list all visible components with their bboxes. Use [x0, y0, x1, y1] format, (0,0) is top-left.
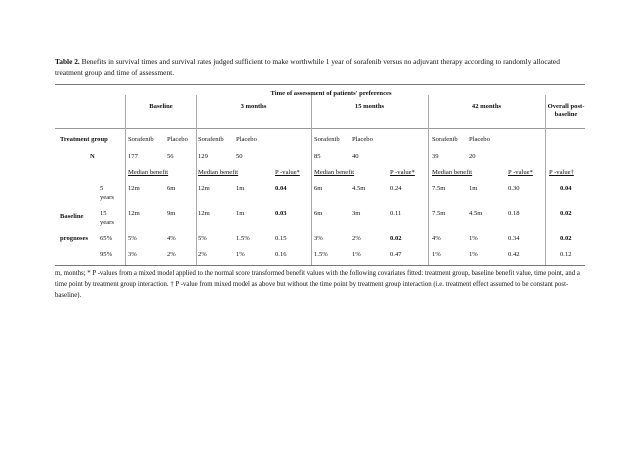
p-value-header: P -value*	[508, 169, 533, 176]
row-label: Baseline	[60, 213, 84, 220]
median-benefit-cell: 5%	[198, 235, 207, 242]
p-value-cell: 0.11	[390, 210, 402, 217]
median-benefit-header: Median benefit	[432, 169, 473, 176]
n-label: N	[90, 153, 95, 160]
median-benefit-cell: 6m	[314, 185, 323, 192]
n-value: 56	[167, 153, 174, 160]
median-benefit-cell: 1.5%	[236, 235, 250, 242]
median-benefit-cell: 2%	[198, 251, 207, 258]
median-benefit-cell: 7.5m	[432, 185, 446, 192]
treatment-sorafenib: Sorafenib	[198, 136, 224, 143]
table-label: Table 2.	[55, 57, 80, 66]
median-benefit-cell: 3%	[128, 251, 137, 258]
p-value-cell: 0.03	[275, 210, 287, 217]
treatment-sorafenib: Sorafenib	[128, 136, 154, 143]
median-benefit-cell: 7.5m	[432, 210, 446, 217]
treatment-placebo: Placebo	[236, 136, 257, 143]
median-benefit-cell: 4.5m	[352, 185, 366, 192]
table-caption	[55, 56, 585, 78]
n-value: 50	[236, 153, 243, 160]
col-divider	[428, 95, 429, 265]
table-footnote: m, months; * P -values from a mixed model applied to the normal score transformed benefit values with the following covariates fitted: treatment group, baseline benefit value, time point, and a time point by treatment group interaction. † P -value from mixed model as above but without the time point by treatment group interaction (i.e. treatment effect assumed to be constant post-baseline).	[55, 270, 580, 299]
median-benefit-cell: 1%	[432, 251, 441, 258]
median-benefit-cell: 1m	[236, 185, 245, 192]
treatment-placebo: Placebo	[167, 136, 188, 143]
treatment-sorafenib: Sorafenib	[314, 136, 340, 143]
median-benefit-cell: 1%	[469, 235, 478, 242]
n-value: 20	[469, 153, 476, 160]
median-benefit-cell: 9m	[167, 210, 176, 217]
p-value-cell: 0.42	[508, 251, 520, 258]
p-value-cell: 0.04	[275, 185, 287, 192]
p-value-cell: 0.18	[508, 210, 520, 217]
median-benefit-cell: 3%	[314, 235, 323, 242]
median-benefit-cell: 1%	[236, 251, 245, 258]
row-sublabel: 65%	[100, 235, 113, 242]
median-benefit-header: Median benefit	[198, 169, 239, 176]
median-benefit-cell: 4.5m	[469, 210, 483, 217]
header-15-months: 15 months	[354, 103, 385, 110]
n-value: 129	[198, 153, 208, 160]
median-benefit-header: Median benefit	[314, 169, 355, 176]
p-value-overall-header: P -value†	[549, 169, 574, 176]
median-benefit-cell: 12m	[198, 185, 210, 192]
header-super: Time of assessment of patients' preferences	[270, 90, 392, 97]
median-benefit-cell: 12m	[128, 185, 140, 192]
col-divider	[196, 95, 197, 265]
p-value-header: P -value*	[390, 169, 415, 176]
p-value-cell: 0.02	[560, 210, 572, 217]
n-value: 39	[432, 153, 439, 160]
p-value-cell: 0.04	[560, 185, 572, 192]
col-divider	[125, 95, 126, 265]
median-benefit-cell: 12m	[198, 210, 210, 217]
median-benefit-cell: 4%	[167, 235, 176, 242]
header-baseline: Baseline	[149, 103, 173, 110]
median-benefit-cell: 1m	[236, 210, 245, 217]
treatment-placebo: Placebo	[469, 136, 490, 143]
median-benefit-cell: 6m	[314, 210, 323, 217]
treatment-sorafenib: Sorafenib	[432, 136, 458, 143]
median-benefit-cell: 1%	[352, 251, 361, 258]
p-value-cell: 0.30	[508, 185, 520, 192]
row-sublabel: 95%	[100, 251, 113, 258]
treatment-placebo: Placebo	[352, 136, 373, 143]
median-benefit-cell: 2%	[352, 235, 361, 242]
header-3-months: 3 months	[240, 103, 267, 110]
col-divider	[311, 95, 312, 265]
header-bottom-rule	[55, 128, 585, 129]
n-value: 177	[128, 153, 138, 160]
row-sublabel: 15	[100, 210, 107, 217]
p-value-cell: 0.47	[390, 251, 402, 258]
median-benefit-cell: 1%	[469, 251, 478, 258]
n-value: 85	[314, 153, 321, 160]
table-bottom-rule	[55, 265, 585, 266]
median-benefit-cell: 1.5%	[314, 251, 328, 258]
p-value-cell: 0.02	[390, 235, 402, 242]
header-overall: Overall post-baseline	[547, 103, 585, 118]
treatment-group-label: Treatment group	[60, 136, 108, 143]
row-sublabel-unit: years	[100, 219, 114, 226]
p-value-cell: 0.16	[275, 251, 287, 258]
median-benefit-cell: 5%	[128, 235, 137, 242]
p-value-cell: 0.02	[560, 235, 572, 242]
p-value-cell: 0.34	[508, 235, 520, 242]
median-benefit-header: Median benefit	[128, 169, 169, 176]
median-benefit-cell: 1m	[469, 185, 478, 192]
median-benefit-cell: 3m	[352, 210, 361, 217]
row-sublabel-unit: years	[100, 194, 114, 201]
p-value-cell: 0.12	[560, 251, 572, 258]
row-sublabel: 5	[100, 185, 104, 192]
median-benefit-cell: 4%	[432, 235, 441, 242]
median-benefit-cell: 12m	[128, 210, 140, 217]
p-value-cell: 0.24	[390, 185, 402, 192]
n-value: 40	[352, 153, 359, 160]
col-divider	[545, 95, 546, 265]
p-value-header: P -value*	[275, 169, 300, 176]
median-benefit-cell: 6m	[167, 185, 176, 192]
median-benefit-cell: 2%	[167, 251, 176, 258]
p-value-cell: 0.15	[275, 235, 287, 242]
header-42-months: 42 months	[471, 103, 502, 110]
caption-text: Benefits in survival times and survival rates judged sufficient to make worthwhile 1 year of sorafenib versus no adjuvant therapy according to randomly allocated treatment group and time of assessment.	[55, 57, 560, 77]
row-label: prognoses	[60, 235, 89, 242]
table-top-rule	[55, 84, 585, 85]
